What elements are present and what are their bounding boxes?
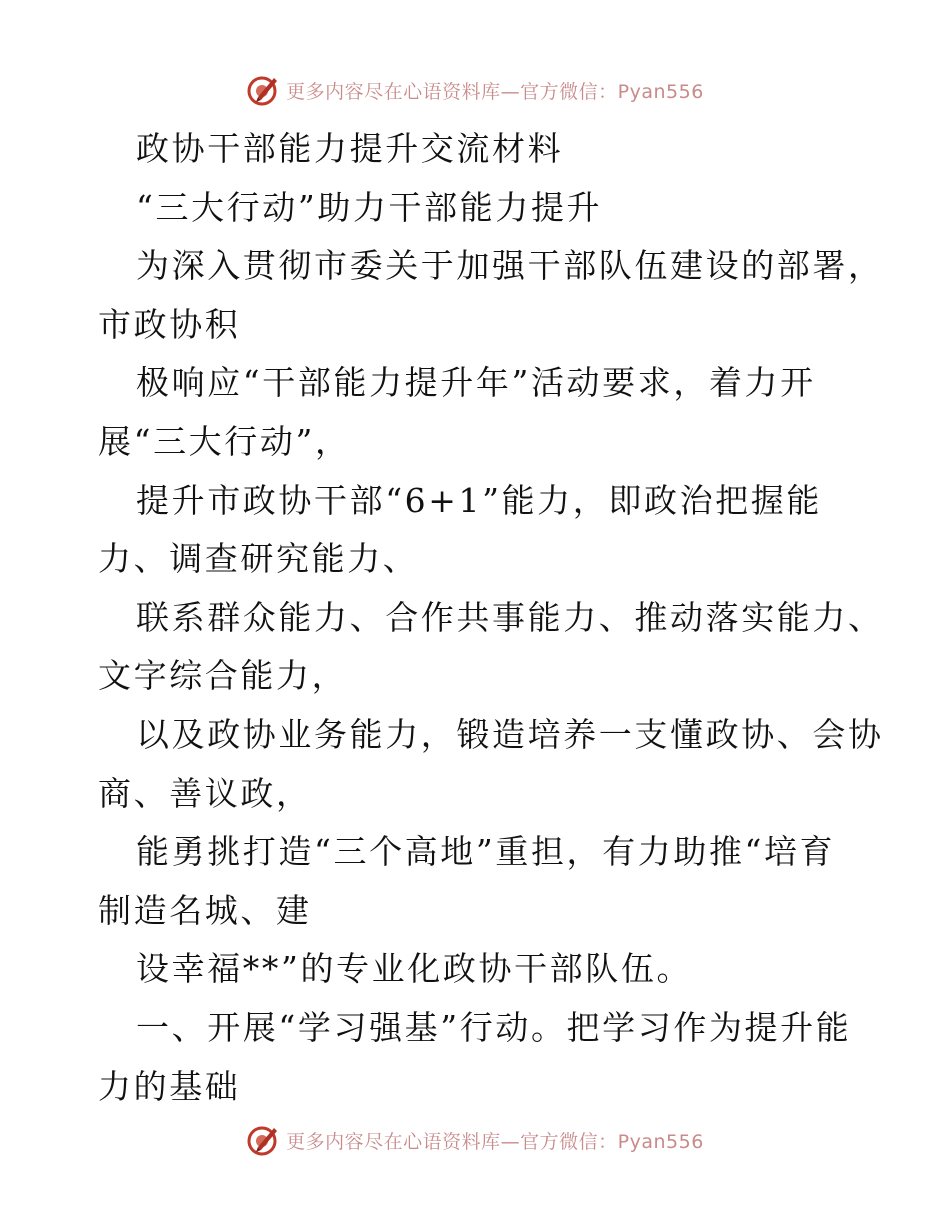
text-line: 联系群众能力、合作共事能力、推动落实能力、 xyxy=(136,597,884,637)
watermark-text: 更多内容尽在心语资料库—官方微信：Pyan556 xyxy=(286,1130,704,1153)
text-line: 设幸福**”的专业化政协干部队伍。 xyxy=(136,949,693,989)
text-line: 以及政协业务能力，锻造培养一支懂政协、会协 xyxy=(136,714,884,754)
text-line: 制造名城、建 xyxy=(98,890,312,930)
pen-logo-icon xyxy=(246,73,280,107)
text-line: 为深入贯彻市委关于加强干部队伍建设的部署， xyxy=(136,246,884,286)
text-line: 商、善议政， xyxy=(98,773,312,813)
footer-watermark xyxy=(0,1120,950,1160)
header-watermark xyxy=(0,70,950,110)
text-line: 能勇挑打造“三个高地”重担，有力助推“培育 xyxy=(136,832,836,872)
watermark-text: 更多内容尽在心语资料库—官方微信：Pyan556 xyxy=(286,80,704,103)
pen-logo-icon xyxy=(246,1123,280,1157)
text-line: 极响应“干部能力提升年”活动要求，着力开 xyxy=(136,363,816,403)
text-line: 展“三大行动”， xyxy=(98,421,351,461)
text-line: 文字综合能力， xyxy=(98,656,348,696)
text-line: 市政协积 xyxy=(98,304,241,344)
text-line: 一、开展“学习强基”行动。把学习作为提升能 xyxy=(136,1007,852,1047)
text-line: 力、调查研究能力、 xyxy=(98,539,419,579)
document-body xyxy=(98,120,884,1116)
text-line: 力的基础 xyxy=(98,1066,241,1106)
text-line: 提升市政协干部“6+1”能力，即政治把握能 xyxy=(136,480,822,520)
text-line: 政协干部能力提升交流材料 xyxy=(136,129,564,168)
text-line: “三大行动”助力干部能力提升 xyxy=(136,187,603,227)
